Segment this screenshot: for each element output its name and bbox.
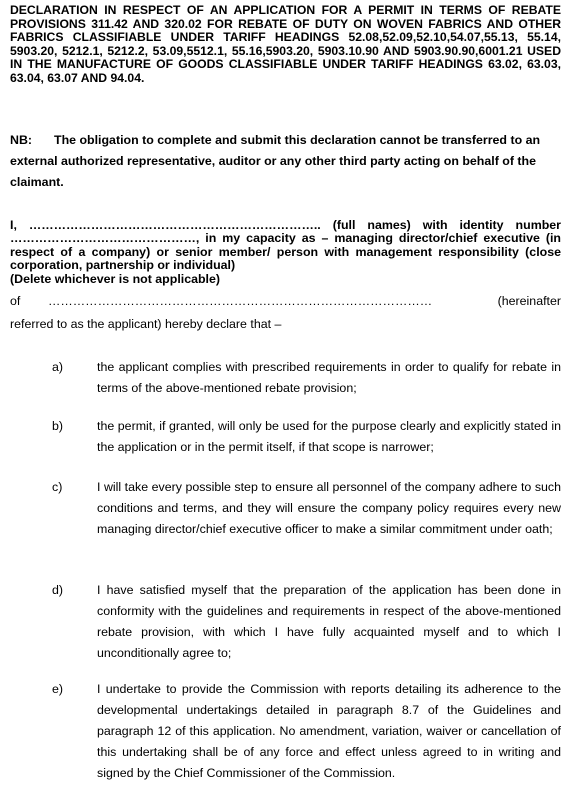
item-text: I undertake to provide the Commission with reports detailing its adherence to the developmental undertakings detailed in paragraph 8.7 of the Guidelines and paragraph 12 of this application. No amendment, variation, waiver or cancellation of this undertaking shall be of any force and effect unless agreed to in writing and signed by the Chief Commissioner of the Commission.	[97, 682, 561, 780]
declare-intro: referred to as the applicant) hereby declare that –	[10, 317, 282, 331]
item-letter: c)	[52, 480, 63, 494]
company-name-blank: …………………………………………………………………………………	[48, 294, 433, 308]
item-text: I have satisfied myself that the preparation of the application has been done in conformity with the guidelines and requirements in respect of the above-mentioned rebate provision, with which I have fully acquainted myself and to which I unconditionally agree to;	[97, 583, 561, 660]
item-letter: d)	[52, 583, 64, 597]
document-heading: DECLARATION IN RESPECT OF AN APPLICATION FOR A PERMIT IN TERMS OF REBATE PROVISIONS 311.42 AND 320.02 FOR REBATE OF DUTY ON WOVEN FABRICS AND OTHER FABRICS CLASSIFIABLE UNDER TARIFF HEADINGS 52.08,52.09,52.10,54.07,55.13, 55.14, 5903.20, 5212.1, 5212.2, 53.09,5512.1, 55.16,5903.20, 5903.10.90 AND 5903.90.90,6001.21 USED IN THE MANUFACTURE OF GOODS CLASSIFIABLE UNDER TARIFF HEADINGS 63.02, 63.03, 63.04, 63.07 AND 94.04.	[10, 3, 561, 85]
item-letter: b)	[52, 419, 64, 433]
item-letter: a)	[52, 360, 64, 374]
item-text: the applicant complies with prescribed requirements in order to qualify for rebate in terms of the above-mentioned rebate provision;	[97, 360, 561, 395]
hereinafter-label: (hereinafter	[497, 294, 561, 308]
nb-label: NB:	[10, 133, 33, 147]
item-text: the permit, if granted, will only be used for the purpose clearly and explicitly stated in the application or in the permit itself, if that scope is narrower;	[97, 419, 561, 454]
nb-text: The obligation to complete and submit this declaration cannot be transferred to an external authorized representative, auditor or any other third party acting on behalf of the claimant.	[10, 133, 541, 189]
declarant-statement	[10, 219, 561, 286]
item-text: I will take every possible step to ensure all personnel of the company adhere to such conditions and terms, and they will ensure the company policy requires every new managing director/chief executive officer to make a similar commitment under oath;	[97, 480, 561, 536]
item-letter: e)	[52, 682, 64, 696]
declarant-details: I, …………………………………………………………….. (full names) with identity number ………………………………………, in my capacity as – managing director/chief executive (in respect of a company) or senior member/ person with management responsibility (close corporation, partnership or individual)	[10, 218, 561, 273]
delete-instruction: (Delete whichever is not applicable)	[10, 271, 221, 286]
of-label: of	[10, 294, 21, 308]
company-line	[10, 294, 561, 310]
nb-notice	[10, 130, 561, 193]
